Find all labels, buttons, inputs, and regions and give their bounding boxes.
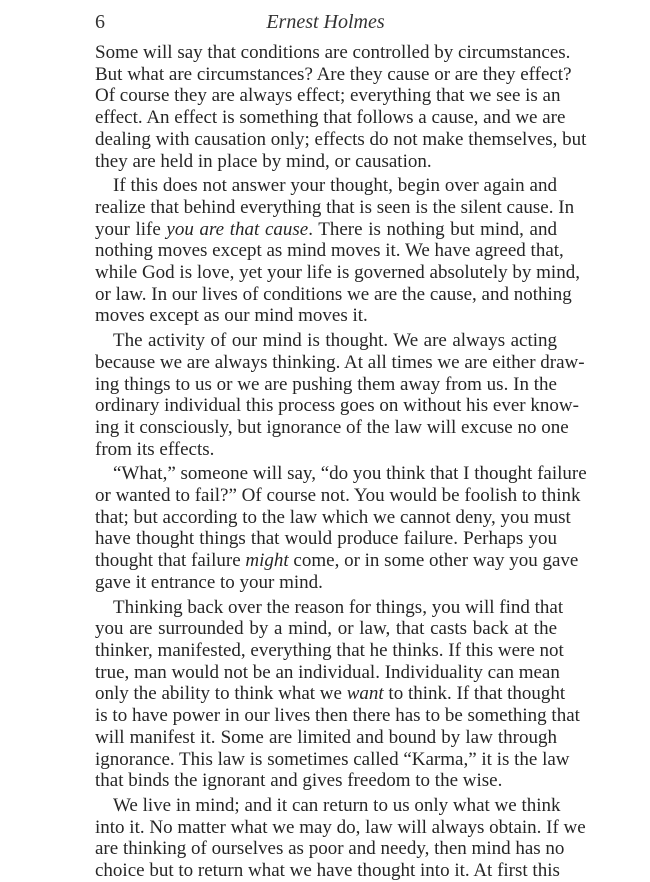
text-line: have thought things that would produce failure. Perhaps you <box>95 528 557 550</box>
paragraph <box>95 42 587 172</box>
text-line: or law. In our lives of conditions we are the cause, and nothing <box>95 283 572 305</box>
text-line: moves except as our mind moves it. <box>95 305 368 327</box>
text-line <box>95 683 566 705</box>
text-run: thought that failure <box>95 550 246 572</box>
paragraph <box>95 794 586 882</box>
page-number: 6 <box>95 11 105 33</box>
italic-emphasis: want <box>346 683 384 705</box>
text-line: ordinary individual this process goes on without his ever know- <box>95 395 579 417</box>
text-line: from its effects. <box>95 438 215 460</box>
text-line <box>95 219 557 241</box>
text-line: are thinking of ourselves as poor and needy, then mind has no <box>95 838 565 860</box>
page-header <box>95 9 556 35</box>
text-line: realize that behind everything that is seen is the silent cause. In <box>95 196 575 218</box>
italic-emphasis: might <box>245 550 289 572</box>
text-line: Of course they are always effect; everything that we see is an <box>95 85 561 107</box>
text-run: . There is nothing but mind, and <box>308 218 557 240</box>
text-line: while God is love, yet your life is governed absolutely by mind, <box>95 262 580 284</box>
text-line: that; but according to the law which we cannot deny, you must <box>95 506 571 528</box>
text-line: The activity of our mind is thought. We are always acting <box>113 330 557 352</box>
text-line: But what are circumstances? Are they cause or are they effect? <box>95 63 572 85</box>
text-line: ignorance. This law is sometimes called “Karma,” it is the law <box>95 748 570 770</box>
text-line: dealing with causation only; effects do not make themselves, but <box>95 128 587 150</box>
text-line: they are held in place by mind, or causation. <box>95 150 432 172</box>
paragraph <box>95 463 587 593</box>
paragraph <box>95 175 580 327</box>
text-run: only the ability to think what we <box>95 683 347 705</box>
text-line: We live in mind; and it can return to us only what we think <box>113 794 561 816</box>
text-line: or wanted to fail?” Of course not. You would be foolish to think <box>95 485 581 507</box>
text-line: nothing moves except as mind moves it. We have agreed that, <box>95 240 564 262</box>
text-line: thinker, manifested, everything that he thinks. If this were not <box>95 639 564 661</box>
paragraph <box>95 330 585 460</box>
text-line: is to have power in our lives then there has to be something that <box>95 705 580 727</box>
text-line: Some will say that conditions are controlled by circumstances. <box>95 42 571 63</box>
text-line <box>95 550 579 572</box>
text-line: gave it entrance to your mind. <box>95 571 323 593</box>
text-line: will manifest it. Some are limited and bound by law through <box>95 726 557 748</box>
text-line: true, man would not be an individual. Individuality can mean <box>95 661 560 683</box>
running-head-author: Ernest Holmes <box>266 11 385 33</box>
text-line: Thinking back over the reason for things, you will find that <box>113 596 564 618</box>
text-line: ing it consciously, but ignorance of the law will excuse no one <box>95 416 569 438</box>
text-line: that binds the ignorant and gives freedom to the wise. <box>95 770 503 792</box>
text-line: “What,” someone will say, “do you think that I thought failure <box>113 463 587 485</box>
text-line: ing things to us or we are pushing them away from us. In the <box>95 373 557 395</box>
text-line: because we are always thinking. At all times we are either draw- <box>95 351 585 373</box>
text-run: your life <box>95 218 167 240</box>
text-line: into it. No matter what we may do, law will always obtain. If we <box>95 816 586 838</box>
paragraph <box>95 596 580 792</box>
text-line: you are surrounded by a mind, or law, that casts back at the <box>95 618 557 640</box>
italic-emphasis: you are that cause <box>166 218 309 240</box>
text-line: If this does not answer your thought, begin over again and <box>113 175 557 197</box>
text-line: choice but to return what we have thought into it. At first this <box>95 860 560 882</box>
text-run: to think. If that thought <box>383 683 566 705</box>
text-line: effect. An effect is something that follows a cause, and we are <box>95 107 566 129</box>
body-text <box>95 42 587 882</box>
text-run: come, or in some other way you gave <box>288 550 579 572</box>
